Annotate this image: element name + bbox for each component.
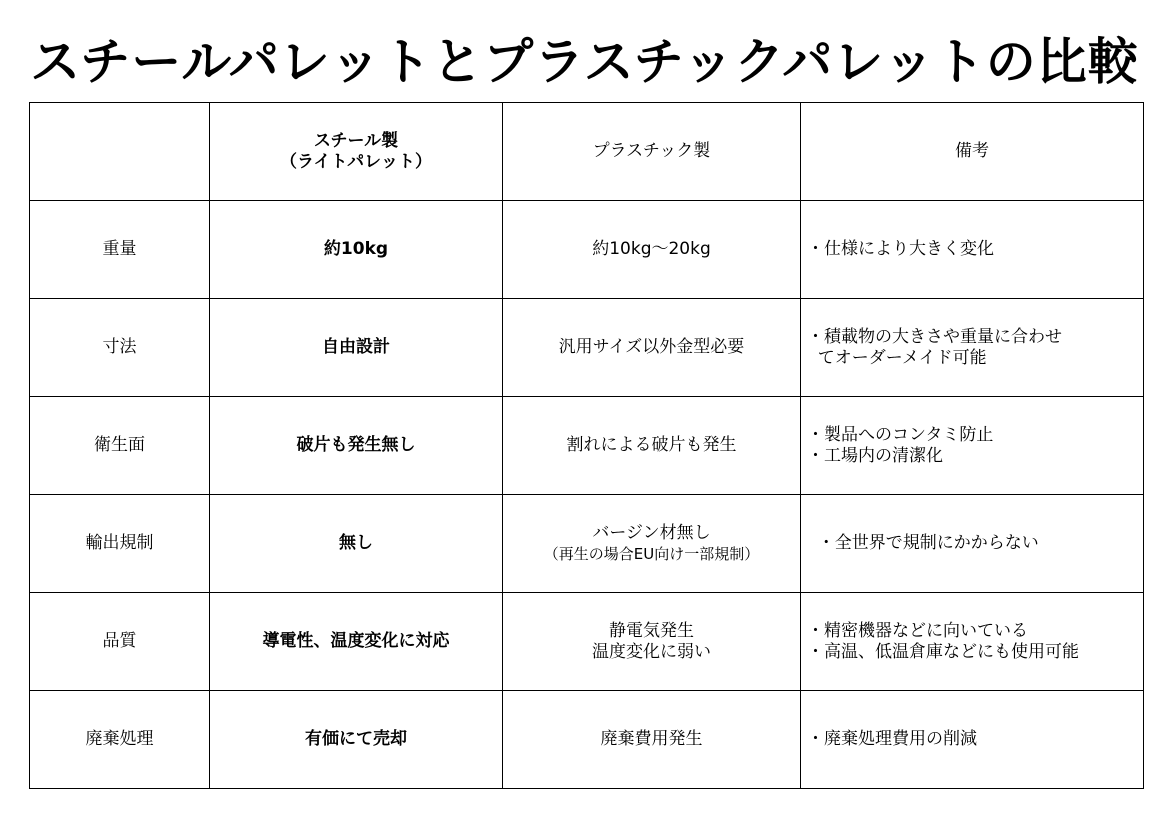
row-label: 輸出規制 <box>30 495 210 593</box>
row-label: 衛生面 <box>30 397 210 495</box>
notes-line1: ・廃棄処理費用の削減 <box>807 729 977 749</box>
plastic-line1: 割れによる破片も発生 <box>566 435 737 455</box>
notes-cell <box>801 397 1144 495</box>
plastic-cell <box>503 495 801 593</box>
plastic-line1: 約10kg～20kg <box>592 239 711 259</box>
table-row <box>30 495 1144 593</box>
plastic-line2: （再生の場合EU向け一部規制） <box>543 544 760 563</box>
table-row <box>30 201 1144 299</box>
plastic-cell <box>503 593 801 691</box>
steel-cell: 自由設計 <box>210 299 503 397</box>
table-row <box>30 299 1144 397</box>
notes-cell <box>801 495 1144 593</box>
steel-cell: 無し <box>210 495 503 593</box>
plastic-cell <box>503 397 801 495</box>
steel-cell: 破片も発生無し <box>210 397 503 495</box>
header-steel-line1: スチール製 <box>313 130 399 151</box>
header-steel-line2: （ライトパレット） <box>280 151 432 172</box>
steel-cell: 有価にて売却 <box>210 691 503 789</box>
notes-line1: ・仕様により大きく変化 <box>807 239 994 259</box>
header-row <box>30 103 1144 201</box>
header-cell-notes: 備考 <box>801 103 1144 201</box>
plastic-cell <box>503 201 801 299</box>
row-label: 重量 <box>30 201 210 299</box>
row-label: 寸法 <box>30 299 210 397</box>
notes-cell <box>801 201 1144 299</box>
notes-line2: ・高温、低温倉庫などにも使用可能 <box>807 641 1079 662</box>
notes-line1: ・積載物の大きさや重量に合わせ <box>807 326 1062 347</box>
notes-line1: ・精密機器などに向いている <box>807 620 1028 641</box>
table-row <box>30 397 1144 495</box>
header-cell-plastic: プラスチック製 <box>503 103 801 201</box>
table-row <box>30 593 1144 691</box>
plastic-line1: 汎用サイズ以外金型必要 <box>558 337 745 357</box>
plastic-line1: 廃棄費用発生 <box>600 729 703 749</box>
steel-cell: 約10kg <box>210 201 503 299</box>
page-title: スチールパレットとプラスチックパレットの比較 <box>30 33 1139 91</box>
header-cell-label <box>30 103 210 201</box>
notes-cell <box>801 299 1144 397</box>
plastic-line1: バージン材無し <box>592 522 711 543</box>
plastic-line2: 温度変化に弱い <box>592 641 711 662</box>
plastic-cell <box>503 299 801 397</box>
comparison-table <box>29 102 1144 789</box>
plastic-line1: 静電気発生 <box>609 620 694 641</box>
notes-cell <box>801 691 1144 789</box>
notes-line2: てオーダーメイド可能 <box>807 347 987 368</box>
steel-cell: 導電性、温度変化に対応 <box>210 593 503 691</box>
row-label: 品質 <box>30 593 210 691</box>
notes-line1: ・製品へのコンタミ防止 <box>807 424 994 445</box>
plastic-cell <box>503 691 801 789</box>
table-row <box>30 691 1144 789</box>
notes-line1: ・全世界で規制にかからない <box>807 533 1039 553</box>
notes-cell <box>801 593 1144 691</box>
row-label: 廃棄処理 <box>30 691 210 789</box>
notes-line2: ・工場内の清潔化 <box>807 445 943 466</box>
header-cell-steel <box>210 103 503 201</box>
